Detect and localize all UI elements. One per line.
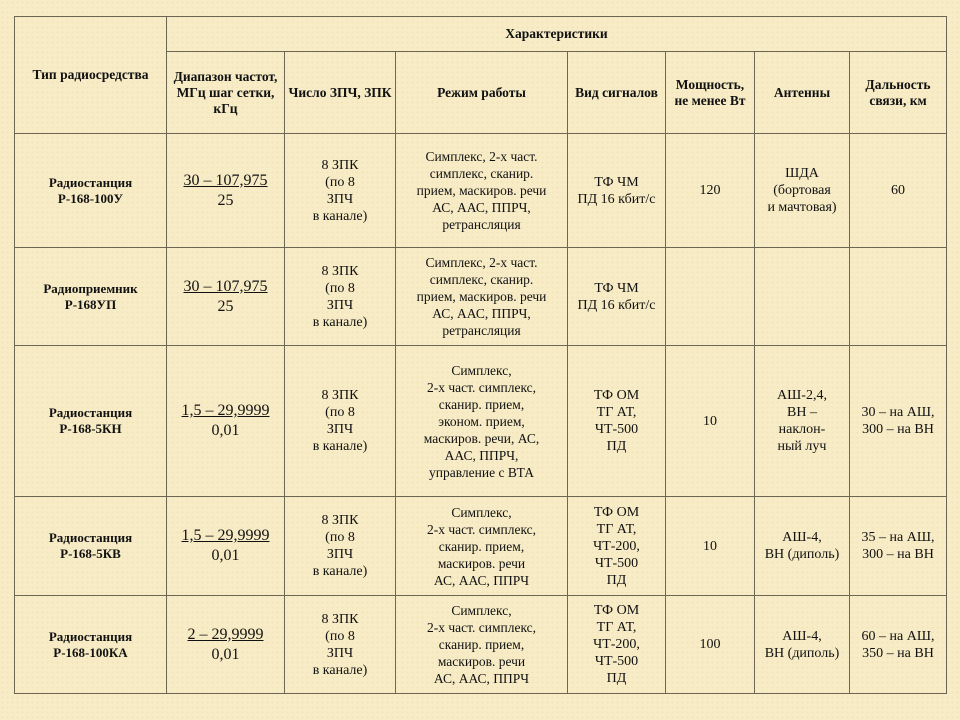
row-type: Радиостанция Р-168-100У (15, 134, 167, 248)
freq-step: 0,01 (211, 422, 240, 439)
header-freq: Диапазон частот, МГц шаг сетки, кГц (167, 52, 285, 134)
row-antennas: АШ-4, ВН (диполь) (755, 497, 850, 596)
freq-range: 1,5 – 29,9999 (181, 402, 270, 419)
row-signals: ТФ ОМ ТГ АТ, ЧТ-200, ЧТ-500 ПД (568, 596, 666, 694)
row-zpch: 8 ЗПК (по 8 ЗПЧ в канале) (285, 248, 396, 346)
row-freq (167, 596, 285, 694)
row-freq (167, 248, 285, 346)
row-range: 60 – на АШ, 350 – на ВН (850, 596, 947, 694)
header-mode: Режим работы (396, 52, 568, 134)
row-signals: ТФ ОМ ТГ АТ, ЧТ-200, ЧТ-500 ПД (568, 497, 666, 596)
table-row (15, 596, 947, 694)
row-power: 120 (666, 134, 755, 248)
table-row (15, 134, 947, 248)
row-signals: ТФ ЧМ ПД 16 кбит/с (568, 248, 666, 346)
freq-range: 30 – 107,975 (183, 277, 268, 295)
header-power: Мощность, не менее Вт (666, 52, 755, 134)
row-mode: Симплекс, 2-х част. симплекс, сканир. прием, маскиров. речи АС, ААС, ППРЧ, ретрансляция (396, 134, 568, 248)
row-range: 35 – на АШ, 300 – на ВН (850, 497, 947, 596)
table-row (15, 497, 947, 596)
radio-specs-table (14, 16, 947, 694)
header-range: Дальность связи, км (850, 52, 947, 134)
table-row (15, 346, 947, 497)
row-type: Радиостанция Р-168-100КА (15, 596, 167, 694)
table-row (15, 248, 947, 346)
row-antennas: ШДА (бортовая и мачтовая) (755, 134, 850, 248)
header-antennas: Антенны (755, 52, 850, 134)
row-signals: ТФ ОМ ТГ АТ, ЧТ-500 ПД (568, 346, 666, 497)
freq-step: 0,01 (211, 645, 240, 663)
header-signals: Вид сигналов (568, 52, 666, 134)
row-antennas: АШ-2,4, ВН – наклон- ный луч (755, 346, 850, 497)
row-mode: Симплекс, 2-х част. симплекс, сканир. прием, маскиров. речи АС, ААС, ППРЧ (396, 596, 568, 694)
freq-range: 2 – 29,9999 (187, 625, 264, 643)
row-mode: Симплекс, 2-х част. симплекс, сканир. прием, маскиров. речи АС, ААС, ППРЧ, ретрансляция (396, 248, 568, 346)
freq-range: 30 – 107,975 (183, 171, 268, 189)
freq-step: 0,01 (211, 547, 240, 564)
row-power: 100 (666, 596, 755, 694)
row-signals: ТФ ЧМ ПД 16 кбит/с (568, 134, 666, 248)
row-antennas (755, 248, 850, 346)
header-characteristics: Характеристики (167, 17, 947, 52)
row-type: Радиоприемник Р-168УП (15, 248, 167, 346)
row-zpch: 8 ЗПК (по 8 ЗПЧ в канале) (285, 346, 396, 497)
freq-step: 25 (217, 191, 234, 209)
row-freq (167, 134, 285, 248)
header-zpch: Число ЗПЧ, ЗПК (285, 52, 396, 134)
row-antennas: АШ-4, ВН (диполь) (755, 596, 850, 694)
row-range (850, 248, 947, 346)
row-zpch: 8 ЗПК (по 8 ЗПЧ в канале) (285, 497, 396, 596)
row-freq (167, 346, 285, 497)
row-type: Радиостанция Р-168-5КН (15, 346, 167, 497)
row-zpch: 8 ЗПК (по 8 ЗПЧ в канале) (285, 134, 396, 248)
row-power (666, 248, 755, 346)
freq-step: 25 (217, 297, 234, 315)
row-mode: Симплекс, 2-х част. симплекс, сканир. прием, маскиров. речи АС, ААС, ППРЧ (396, 497, 568, 596)
row-freq (167, 497, 285, 596)
header-type: Тип радиосредства (15, 17, 167, 134)
row-type: Радиостанция Р-168-5КВ (15, 497, 167, 596)
row-zpch: 8 ЗПК (по 8 ЗПЧ в канале) (285, 596, 396, 694)
freq-range: 1,5 – 29,9999 (181, 527, 270, 544)
row-range: 60 (850, 134, 947, 248)
row-mode: Симплекс, 2-х част. симплекс, сканир. прием, эконом. прием, маскиров. речи, АС, ААС, ППРЧ, управление с ВТА (396, 346, 568, 497)
row-power: 10 (666, 346, 755, 497)
row-range: 30 – на АШ, 300 – на ВН (850, 346, 947, 497)
row-power: 10 (666, 497, 755, 596)
